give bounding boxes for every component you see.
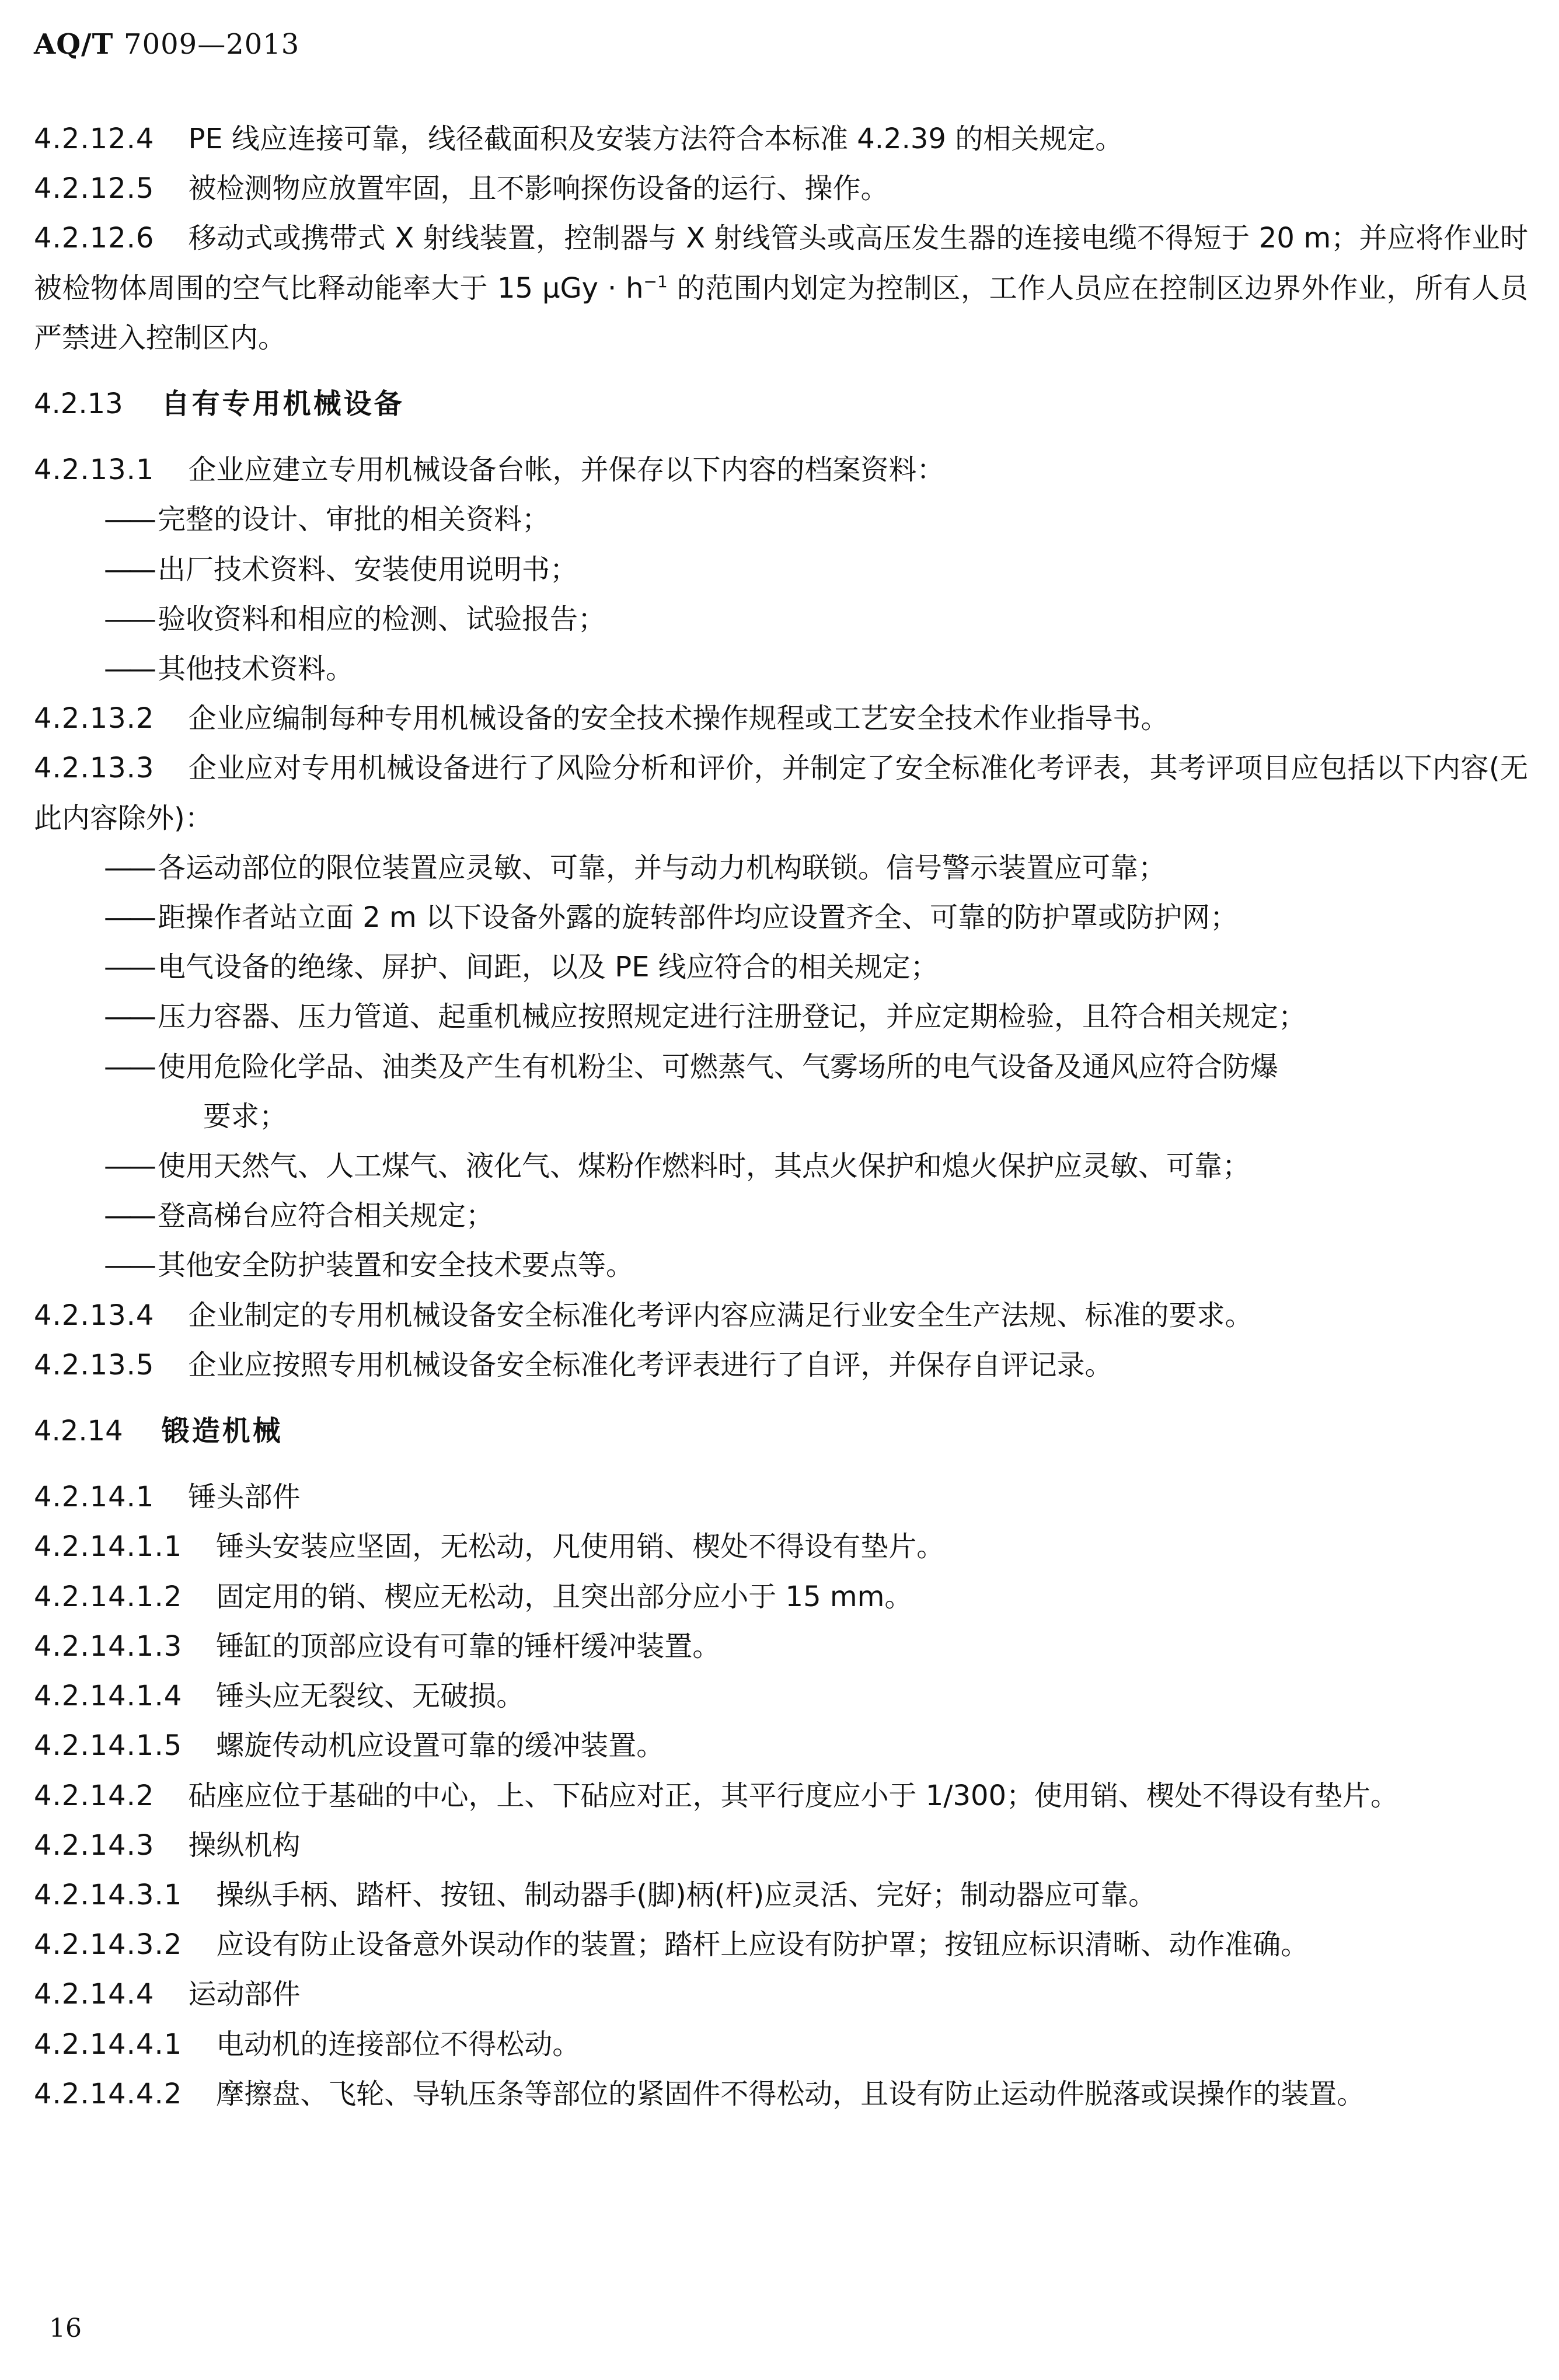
clause-number: 4.2.14.1.2 xyxy=(34,1580,183,1613)
list-item: —— 各运动部位的限位装置应灵敏、可靠，并与动力机构联锁。信号警示装置应可靠； xyxy=(34,843,1528,893)
list-item: —— 验收资料和相应的检测、试验报告； xyxy=(34,595,1528,644)
clause-number: 4.2.12.6 xyxy=(34,222,155,255)
clause-number: 4.2.13.4 xyxy=(34,1299,155,1332)
clause-4-2-14-1-2 xyxy=(34,1572,1528,1622)
clause-text: PE 线应连接可靠，线径截面积及安装方法符合本标准 4.2.39 的相关规定。 xyxy=(188,123,1124,155)
clause-text: 锤头应无裂纹、无破损。 xyxy=(216,1680,525,1713)
clause-4-2-14-3-2 xyxy=(34,1920,1528,1970)
clause-4-2-14-1-1 xyxy=(34,1522,1528,1572)
list-item: —— 登高梯台应符合相关规定； xyxy=(34,1191,1528,1241)
clause-text: 应设有防止设备意外误动作的装置；踏杆上应设有防护罩；按钮应标识清晰、动作准确。 xyxy=(216,1928,1309,1962)
clause-text: 锤头部件 xyxy=(188,1481,301,1514)
standard-code: AQ/T xyxy=(34,28,114,61)
page-header xyxy=(34,28,299,61)
clause-text: 运动部件 xyxy=(188,1978,301,2011)
list-item: —— 其他技术资料。 xyxy=(34,644,1528,694)
clause-text: 企业应对专用机械设备进行了风险分析和评价，并制定了安全标准化考评表，其考评项目应包括以下内容(无此内容除外)： xyxy=(34,752,1528,835)
clause-text: 固定用的销、楔应无松动，且突出部分应小于 15 mm。 xyxy=(216,1580,913,1613)
clause-text: 企业应编制每种专用机械设备的安全技术操作规程或工艺安全技术作业指导书。 xyxy=(188,702,1169,735)
clause-text: 电动机的连接部位不得松动。 xyxy=(216,2027,581,2061)
clause-4-2-13-1 xyxy=(34,445,1528,495)
section-title: 自有专用机械设备 xyxy=(161,388,404,421)
document-body xyxy=(34,114,1528,2119)
clause-text: 企业应建立专用机械设备台帐，并保存以下内容的档案资料： xyxy=(188,453,945,487)
clause-text: 操纵机构 xyxy=(188,1828,301,1862)
clause-4-2-12-6 xyxy=(34,214,1528,363)
clause-4-2-14-3 xyxy=(34,1821,1528,1871)
clause-text: 被检测物应放置牢固，且不影响探伤设备的运行、操作。 xyxy=(188,172,889,205)
clause-number: 4.2.14.4 xyxy=(34,1978,155,2011)
clause-number: 4.2.14.1.4 xyxy=(34,1680,183,1713)
clause-text: 企业应按照专用机械设备安全标准化考评表进行了自评，并保存自评记录。 xyxy=(188,1348,1113,1381)
clause-4-2-14-4-1 xyxy=(34,2020,1528,2070)
clause-text: 企业制定的专用机械设备安全标准化考评内容应满足行业安全生产法规、标准的要求。 xyxy=(188,1299,1253,1332)
list-item: —— 完整的设计、审批的相关资料； xyxy=(34,495,1528,545)
clause-4-2-14-1-3 xyxy=(34,1622,1528,1671)
clause-4-2-13-3 xyxy=(34,744,1528,843)
clause-number: 4.2.13.2 xyxy=(34,702,155,735)
page-number: 16 xyxy=(49,2313,82,2343)
clause-number: 4.2.14.1.5 xyxy=(34,1729,183,1763)
clause-number: 4.2.14.2 xyxy=(34,1779,155,1812)
list-item-continuation: 要求； xyxy=(203,1100,288,1133)
clause-number: 4.2.14.1 xyxy=(34,1481,155,1514)
clause-4-2-14-1-4 xyxy=(34,1671,1528,1721)
clause-text: 锤缸的顶部应设有可靠的锤杆缓冲装置。 xyxy=(216,1629,721,1663)
list-item: —— 电气设备的绝缘、屏护、间距，以及 PE 线应符合的相关规定； xyxy=(34,943,1528,992)
clause-number: 4.2.14.1.3 xyxy=(34,1629,183,1663)
clause-text: 螺旋传动机应设置可靠的缓冲装置。 xyxy=(216,1729,665,1763)
clause-text-cont: 的范围内划定为控制区，工作人员应在控制区边界外作业，所有人员严禁进入控制区内。 xyxy=(34,271,1528,354)
clause-4-2-12-4 xyxy=(34,114,1528,164)
clause-number: 4.2.13.5 xyxy=(34,1348,155,1381)
clause-4-2-13-5 xyxy=(34,1341,1528,1390)
clause-4-2-14-4-2 xyxy=(34,2070,1528,2119)
clause-4-2-14-1 xyxy=(34,1472,1528,1522)
standard-number: 7009—2013 xyxy=(124,28,300,61)
clause-number: 4.2.12.5 xyxy=(34,172,155,205)
list-item: —— 其他安全防护装置和安全技术要点等。 xyxy=(34,1241,1528,1290)
clause-4-2-14-4 xyxy=(34,1970,1528,2019)
superscript: −1 xyxy=(643,271,668,291)
clause-text: 锤头安装应坚固，无松动，凡使用销、楔处不得设有垫片。 xyxy=(216,1530,945,1564)
clause-number: 4.2.13.1 xyxy=(34,453,155,487)
clause-4-2-14-3-1 xyxy=(34,1871,1528,1920)
clause-number: 4.2.14.4.2 xyxy=(34,2077,183,2110)
section-title: 锻造机械 xyxy=(161,1415,283,1448)
list-item: —— 使用天然气、人工煤气、液化气、煤粉作燃料时，其点火保护和熄火保护应灵敏、可靠； xyxy=(34,1142,1528,1191)
clause-text: 移动式或携带式 X 射线装置，控制器与 X 射线管头或高压发生器的连接电缆不得短于 20 m；并应将作业时被检物体周围的空气比释动能率大于 15 μGy · h xyxy=(34,222,1528,305)
clause-number: 4.2.13.3 xyxy=(34,752,155,785)
clause-number: 4.2.14.1.1 xyxy=(34,1530,183,1564)
section-number: 4.2.13 xyxy=(34,388,123,421)
clause-number: 4.2.14.3.1 xyxy=(34,1878,183,1911)
clause-text: 砧座应位于基础的中心，上、下砧应对正，其平行度应小于 1/300；使用销、楔处不得设有垫片。 xyxy=(188,1779,1399,1812)
clause-4-2-14-2 xyxy=(34,1771,1528,1821)
clause-4-2-13-4 xyxy=(34,1291,1528,1341)
list-item: —— 距操作者站立面 2 m 以下设备外露的旋转部件均应设置齐全、可靠的防护罩或防护网； xyxy=(34,893,1528,943)
clause-number: 4.2.14.3.2 xyxy=(34,1928,183,1962)
clause-number: 4.2.12.4 xyxy=(34,123,155,155)
section-number: 4.2.14 xyxy=(34,1415,123,1448)
section-4-2-13 xyxy=(34,379,1528,429)
section-4-2-14 xyxy=(34,1407,1528,1456)
clause-number: 4.2.14.4.1 xyxy=(34,2027,183,2061)
list-item: —— 出厂技术资料、安装使用说明书； xyxy=(34,545,1528,595)
list-item: —— 使用危险化学品、油类及产生有机粉尘、可燃蒸气、气雾场所的电气设备及通风应符合防爆 xyxy=(34,1042,1528,1092)
clause-text: 操纵手柄、踏杆、按钮、制动器手(脚)柄(杆)应灵活、完好；制动器应可靠。 xyxy=(216,1878,1157,1911)
clause-4-2-12-5 xyxy=(34,164,1528,214)
clause-number: 4.2.14.3 xyxy=(34,1828,155,1862)
list-item: —— 压力容器、压力管道、起重机械应按照规定进行注册登记，并应定期检验，且符合相关规定； xyxy=(34,992,1528,1042)
clause-text: 摩擦盘、飞轮、导轨压条等部位的紧固件不得松动，且设有防止运动件脱落或误操作的装置。 xyxy=(216,2077,1365,2110)
clause-4-2-13-2 xyxy=(34,694,1528,744)
clause-4-2-14-1-5 xyxy=(34,1721,1528,1771)
